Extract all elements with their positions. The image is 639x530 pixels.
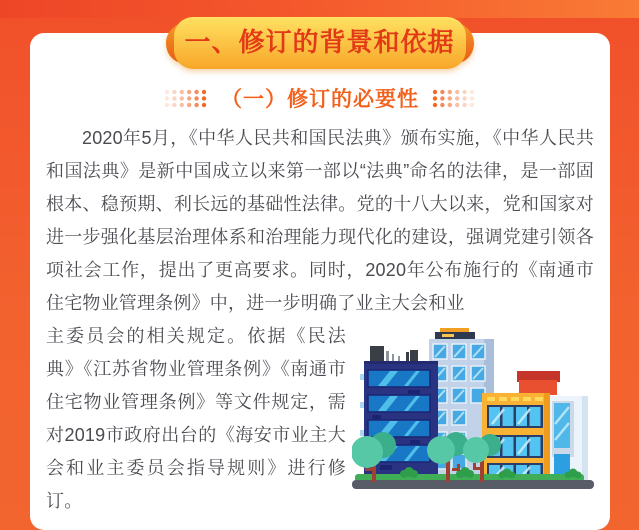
content-card	[30, 33, 610, 530]
city-buildings-illustration	[352, 324, 594, 492]
subtitle-text: （一）修订的必要性	[221, 88, 419, 111]
banner-title: 一、修订的背景和依据	[184, 27, 455, 57]
section-banner	[160, 16, 480, 70]
dots-left-icon	[163, 88, 209, 109]
paragraph-part2: 主委员会的相关规定。依据《民法典》《江苏省物业管理条例》《南通市住宅物业管理条例》等文件规定，需对2019市政府出台的《海安市业主大会和业主委员会指导规则》进行修订。	[46, 326, 346, 511]
subtitle-row	[46, 83, 594, 113]
paragraph-illustration-row	[46, 320, 594, 518]
dots-right-icon	[431, 88, 477, 109]
paragraph-part1: 2020年5月，《中华人民共和国民法典》颁布实施，《中华人民共和国法典》是新中国成立以来第一部以“法典”命名的法律，是一部固根本、稳预期、利长远的基础性法律。党的十八大以来，党和国家对进一步强化基层治理体系和治理能力现代化的建设，强调党建引领各项社会工作，提出了更高要求。同时，2020年公布施行的《南通市住宅物业管理条例》中，进一步明确了业主大会和业	[46, 128, 594, 313]
